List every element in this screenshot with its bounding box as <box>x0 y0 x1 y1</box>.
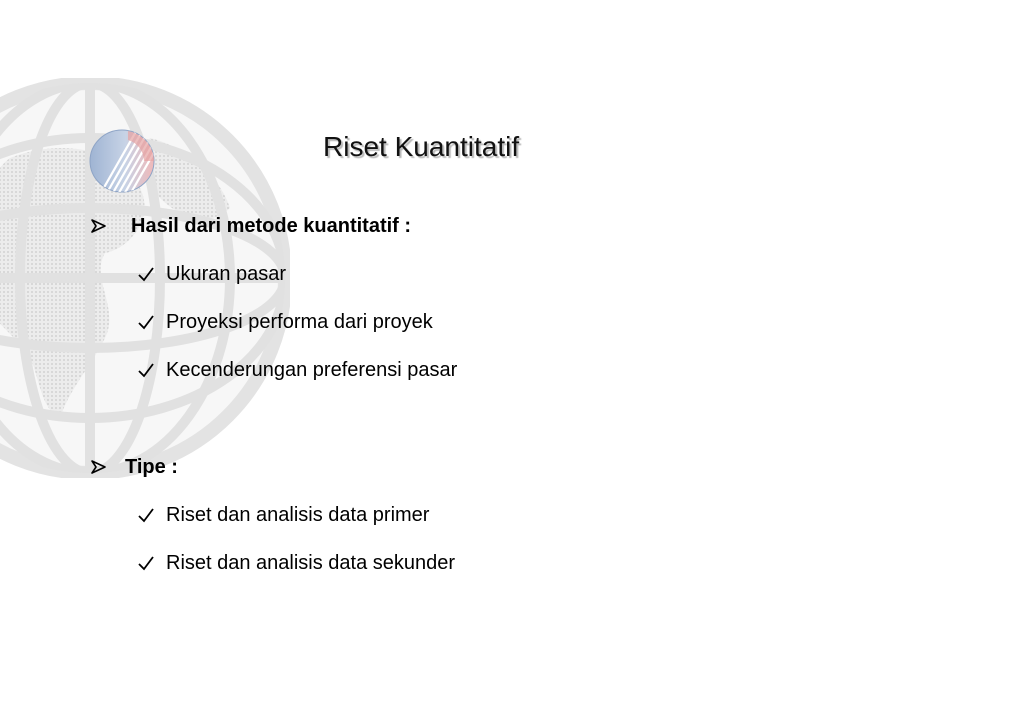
list-item: Proyeksi performa dari proyek <box>166 311 433 333</box>
arrow-bullet-icon <box>90 214 108 238</box>
company-logo-icon <box>88 128 158 194</box>
slide-title: Riset Kuantitatif <box>323 131 520 162</box>
checkmark-icon <box>137 310 155 334</box>
arrow-bullet-icon <box>90 455 108 479</box>
list-item: Riset dan analisis data primer <box>166 504 430 526</box>
list-item: Riset dan analisis data sekunder <box>166 552 456 574</box>
section-heading: Hasil dari metode kuantitatif : <box>131 215 412 237</box>
list-item: Kecenderungan preferensi pasar <box>166 359 458 381</box>
checkmark-icon <box>137 503 155 527</box>
section-heading: Tipe : <box>125 456 178 478</box>
checkmark-icon <box>137 551 155 575</box>
list-item: Ukuran pasar <box>166 263 287 285</box>
checkmark-icon <box>137 262 155 286</box>
checkmark-icon <box>137 358 155 382</box>
